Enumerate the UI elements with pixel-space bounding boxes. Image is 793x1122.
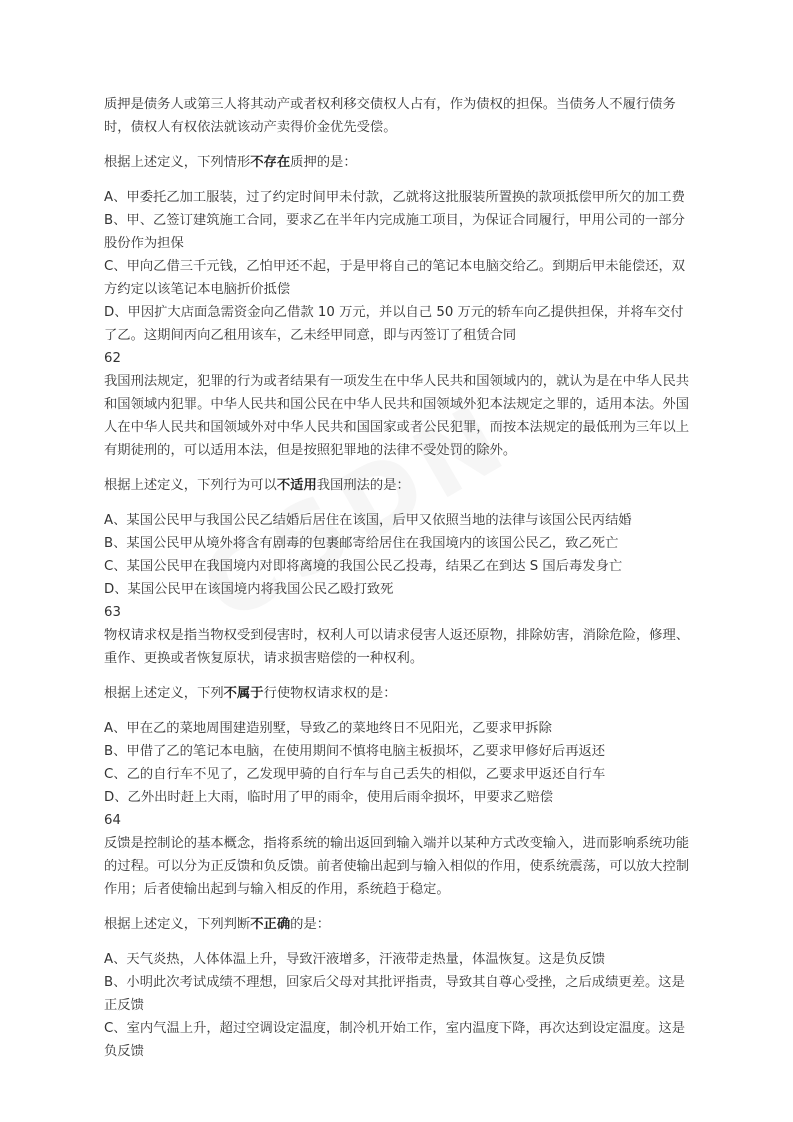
- option-d: D、甲因扩大店面急需资金向乙借款 10 万元，并以自己 50 万元的轿车向乙提供担保，并将车交付了乙。这期间丙向乙租用该车，乙未经甲同意，即与丙签订了租赁合同: [104, 305, 684, 343]
- definition-paragraph: 我国刑法规定，犯罪的行为或者结果有一项发生在中华人民共和国领域内的，就认为是在中华人民共和国领域内犯罪。中华人民共和国公民在中华人民共和国领域外犯本法规定之罪的，适用本法。外国人在中华人民共和国领域外对中华人民共和国国家或者公民犯罪，而按本法规定的最低刑为三年以上有期徒刑的，可以适用本法，但是按照犯罪地的法律不受处罚的除外。: [104, 374, 690, 458]
- question-number: 64: [104, 813, 121, 828]
- definition-paragraph: 物权请求权是指当物权受到侵害时，权利人可以请求侵害人返还原物，排除妨害，消除危险，修理、重作、更换或者恢复原状，请求损害赔偿的一种权利。: [104, 628, 690, 666]
- option-c: C、乙的自行车不见了，乙发现甲骑的自行车与自己丢失的相似，乙要求甲返还自行车: [104, 767, 606, 782]
- option-d: D、某国公民甲在该国境内将我国公民乙殴打致死: [104, 582, 394, 597]
- option-d: D、乙外出时赶上大雨，临时用了甲的雨伞，使用后雨伞损坏，甲要求乙赔偿: [104, 790, 554, 805]
- document-body: [104, 93, 690, 1063]
- option-a: A、甲委托乙加工服装，过了约定时间甲未付款，乙就将这批服装所置换的款项抵偿甲所欠的加工费: [104, 190, 685, 205]
- question-number: 62: [104, 351, 121, 366]
- option-c: C、甲向乙借三千元钱，乙怕甲还不起，于是甲将自己的笔记本电脑交给乙。到期后甲未能偿还，双方约定以该笔记本电脑折价抵偿: [104, 259, 686, 297]
- question-prompt: 根据上述定义，下列不属于行使物权请求权的是：: [104, 686, 397, 701]
- definition-paragraph: 质押是债务人或第三人将其动产或者权利移交债权人占有，作为债权的担保。当债务人不履行债务时，债权人有权依法就该动产卖得价金优先受偿。: [104, 97, 676, 135]
- question-prompt: 根据上述定义，下列行为可以不适用我国刑法的是：: [104, 478, 410, 493]
- option-b: B、某国公民甲从境外将含有剧毒的包裹邮寄给居住在我国境内的该国公民乙，致乙死亡: [104, 536, 619, 551]
- option-c: C、某国公民甲在我国境内对即将离境的我国公民乙投毒，结果乙在到达 S 国后毒发身亡: [104, 559, 623, 574]
- question-prompt: 根据上述定义，下列情形不存在质押的是：: [104, 155, 357, 170]
- option-a: A、甲在乙的菜地周围建造别墅，导致乙的菜地终日不见阳光，乙要求甲拆除: [104, 721, 552, 736]
- question-prompt: 根据上述定义，下列判断不正确的是：: [104, 917, 331, 932]
- option-b: B、小明此次考试成绩不理想，回家后父母对其批评指责，导致其自尊心受挫，之后成绩更差。这是正反馈: [104, 975, 685, 1013]
- option-c: C、室内气温上升，超过空调设定温度，制冷机开始工作，室内温度下降，再次达到设定温度。这是负反馈: [104, 1021, 686, 1059]
- question-number: 63: [104, 605, 121, 620]
- option-b: B、甲、乙签订建筑施工合同，要求乙在半年内完成施工项目，为保证合同履行，甲用公司的一部分股份作为担保: [104, 213, 685, 251]
- definition-paragraph: 反馈是控制论的基本概念，指将系统的输出返回到输入端并以某种方式改变输入，进而影响系统功能的过程。可以分为正反馈和负反馈。前者使输出起到与输入相似的作用，使系统震荡，可以放大控制作用；后者使输出起到与输入相反的作用，系统趋于稳定。: [104, 836, 690, 897]
- option-a: A、天气炎热，人体体温上升，导致汗液增多，汗液带走热量，体温恢复。这是负反馈: [104, 952, 606, 967]
- option-a: A、某国公民甲与我国公民乙结婚后居住在该国，后甲又依照当地的法律与该国公民丙结婚: [104, 513, 632, 528]
- option-b: B、甲借了乙的笔记本电脑，在使用期间不慎将电脑主板损坏，乙要求甲修好后再返还: [104, 744, 606, 759]
